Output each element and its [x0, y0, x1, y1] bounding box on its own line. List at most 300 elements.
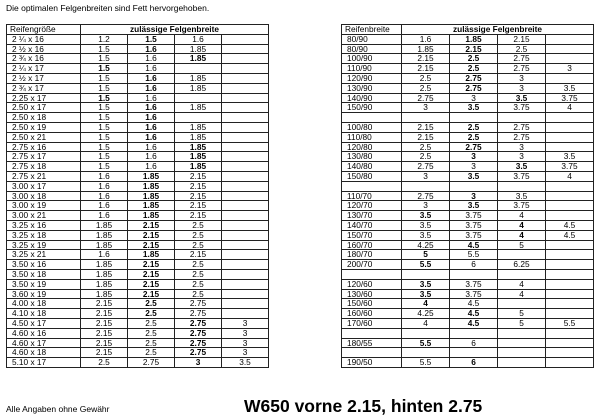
rim-width-cell: 1.85 [175, 44, 222, 54]
tire-size-cell: 3.25 x 16 [7, 220, 81, 230]
rim-width-cell: 5 [498, 309, 546, 319]
tire-size-cell: 2 ¼ x 16 [7, 34, 81, 44]
rim-width-cell [222, 152, 269, 162]
rim-width-cell [546, 358, 594, 368]
rim-width-cell: 3.75 [498, 201, 546, 211]
rim-width-cell: 1.85 [81, 289, 128, 299]
summary-note: W650 vorne 2.15, hinten 2.75 [244, 396, 483, 416]
rim-width-cell [222, 122, 269, 132]
rim-width-cell [546, 328, 594, 338]
rim-width-cell: 3.75 [546, 93, 594, 103]
table-row [7, 93, 269, 103]
rim-width-cell: 2.5 [450, 54, 498, 64]
tire-size-cell [342, 269, 402, 279]
rim-width-cell [546, 73, 594, 83]
rim-width-cell [222, 299, 269, 309]
rim-width-cell: 3 [546, 64, 594, 74]
rim-width-cell: 1.6 [128, 142, 175, 152]
tire-size-cell: 4.60 x 16 [7, 328, 81, 338]
rim-width-cell: 1.6 [128, 64, 175, 74]
rim-width-cell: 3.75 [498, 103, 546, 113]
tire-size-cell: 2 ½ x 17 [7, 73, 81, 83]
rim-width-cell [222, 279, 269, 289]
rim-width-cell: 1.5 [81, 73, 128, 83]
rim-width-cell [402, 181, 450, 191]
rim-width-cell [222, 113, 269, 123]
rim-width-cell: 2.5 [128, 328, 175, 338]
rim-width-cell: 1.85 [175, 162, 222, 172]
rim-width-cell: 3.75 [450, 220, 498, 230]
rim-width-cell: 1.85 [81, 240, 128, 250]
table-row [7, 299, 269, 309]
tire-size-cell: 4.50 x 17 [7, 318, 81, 328]
tire-size-cell: 150/90 [342, 103, 402, 113]
rim-width-cell: 2.15 [81, 328, 128, 338]
rim-width-cell [222, 309, 269, 319]
table-row [342, 103, 594, 113]
rim-width-cell [498, 348, 546, 358]
rim-width-cell [450, 328, 498, 338]
rim-width-cell [450, 181, 498, 191]
rim-width-cell [498, 181, 546, 191]
rim-width-cell: 1.6 [128, 93, 175, 103]
table-row [7, 181, 269, 191]
rim-width-cell: 4.5 [546, 220, 594, 230]
table-row [342, 289, 594, 299]
tire-size-cell: 2 ¼ x 17 [7, 64, 81, 74]
tire-size-cell: 100/80 [342, 122, 402, 132]
tire-size-cell: 3.25 x 18 [7, 230, 81, 240]
rim-width-cell: 2.15 [128, 220, 175, 230]
tire-size-cell: 3.60 x 19 [7, 289, 81, 299]
rim-width-cell: 2.15 [402, 64, 450, 74]
rim-width-cell [175, 64, 222, 74]
rim-width-cell: 1.6 [81, 181, 128, 191]
rim-width-cell [222, 132, 269, 142]
rim-width-cell [222, 142, 269, 152]
table-row [342, 220, 594, 230]
rim-width-cell [546, 348, 594, 358]
tire-size-cell: 2.50 x 18 [7, 113, 81, 123]
rim-width-cell [546, 44, 594, 54]
rim-width-cell: 3.5 [546, 152, 594, 162]
rim-width-cell: 2.15 [81, 348, 128, 358]
tire-size-cell: 2.50 x 19 [7, 122, 81, 132]
rim-width-cell: 5.5 [546, 318, 594, 328]
tire-size-cell: 80/90 [342, 44, 402, 54]
tire-size-cell: 170/60 [342, 318, 402, 328]
rim-width-cell [546, 250, 594, 260]
rim-width-cell: 2.5 [128, 309, 175, 319]
rim-width-cell: 2.75 [450, 73, 498, 83]
table-row [7, 318, 269, 328]
rim-width-cell: 2.5 [128, 299, 175, 309]
rim-width-cell [498, 299, 546, 309]
table-row [342, 64, 594, 74]
rim-width-cell: 4.5 [450, 309, 498, 319]
rim-width-cell: 1.85 [175, 83, 222, 93]
table-row [7, 358, 269, 368]
rim-width-cell: 2.15 [128, 289, 175, 299]
table-row [342, 328, 594, 338]
table-row [7, 54, 269, 64]
rim-width-cell: 3.5 [450, 171, 498, 181]
rim-width-cell: 3.5 [402, 279, 450, 289]
rim-width-cell: 2.15 [175, 191, 222, 201]
table-row [342, 152, 594, 162]
rim-width-cell: 2.15 [175, 201, 222, 211]
tire-size-cell: 2.75 x 18 [7, 162, 81, 172]
tire-size-cell: 3.50 x 18 [7, 269, 81, 279]
rim-width-cell: 3 [450, 162, 498, 172]
rim-width-cell [546, 299, 594, 309]
rim-width-cell: 4 [546, 171, 594, 181]
rim-width-cell: 3.5 [498, 162, 546, 172]
rim-width-cell: 4.25 [402, 309, 450, 319]
tire-size-cell: 2 ¾ x 16 [7, 54, 81, 64]
rim-width-cell: 4 [402, 318, 450, 328]
tire-size-cell [342, 328, 402, 338]
rim-width-cell [402, 113, 450, 123]
intro-text: Die optimalen Felgenbreiten sind Fett hervorgehoben. [6, 3, 210, 13]
rim-width-cell: 2.75 [175, 348, 222, 358]
rim-width-cell: 2.75 [175, 299, 222, 309]
rim-width-cell: 2.15 [175, 211, 222, 221]
rim-width-cell: 2.15 [81, 299, 128, 309]
rim-width-cell: 1.6 [128, 122, 175, 132]
table-row [7, 250, 269, 260]
table-row [342, 260, 594, 270]
table-row [7, 44, 269, 54]
rim-width-cell [498, 269, 546, 279]
tire-size-cell: 2 ½ x 16 [7, 44, 81, 54]
rim-width-cell: 3 [222, 318, 269, 328]
rim-width-cell: 2.5 [175, 240, 222, 250]
rim-width-cell: 2.75 [128, 358, 175, 368]
tire-size-cell: 4.00 x 18 [7, 299, 81, 309]
rim-width-cell: 3.5 [222, 358, 269, 368]
rim-width-cell: 1.85 [175, 142, 222, 152]
rim-width-cell: 2.15 [402, 54, 450, 64]
rim-width-cell [546, 211, 594, 221]
table-row [7, 34, 269, 44]
tire-size-cell: 100/90 [342, 54, 402, 64]
table-row [342, 132, 594, 142]
table-row [342, 73, 594, 83]
rim-width-cell: 5.5 [402, 338, 450, 348]
tire-size-cell: 80/90 [342, 34, 402, 44]
table-row [7, 230, 269, 240]
tire-size-cell: 200/70 [342, 260, 402, 270]
rim-width-cell: 1.6 [128, 44, 175, 54]
rim-width-cell: 1.5 [81, 54, 128, 64]
tire-size-cell: 160/70 [342, 240, 402, 250]
rim-width-cell: 2.5 [175, 279, 222, 289]
rim-width-cell: 1.5 [81, 103, 128, 113]
rim-width-cell: 3 [222, 348, 269, 358]
rim-width-cell [546, 122, 594, 132]
rim-width-cell: 1.6 [175, 34, 222, 44]
rim-width-cell: 2.15 [81, 309, 128, 319]
rim-width-cell [222, 201, 269, 211]
rim-width-cell [222, 269, 269, 279]
rim-width-cell: 2.5 [402, 152, 450, 162]
rim-width-cell: 1.6 [128, 162, 175, 172]
tire-size-cell: 180/70 [342, 250, 402, 260]
rim-width-cell: 2.15 [498, 34, 546, 44]
table-row [342, 44, 594, 54]
tire-size-cell: 180/55 [342, 338, 402, 348]
header-tire-width: Reifenbreite [342, 25, 402, 35]
table-header-row [342, 25, 594, 35]
rim-width-cell: 1.85 [81, 220, 128, 230]
rim-width-cell: 3 [402, 171, 450, 181]
tire-size-cell: 120/60 [342, 279, 402, 289]
rim-width-cell: 3 [498, 142, 546, 152]
rim-width-cell: 1.6 [81, 201, 128, 211]
tire-size-cell: 140/90 [342, 93, 402, 103]
table-row [342, 358, 594, 368]
table-row [342, 348, 594, 358]
tire-size-cell: 130/70 [342, 211, 402, 221]
tire-size-cell: 120/90 [342, 73, 402, 83]
rim-width-cell: 2.75 [175, 309, 222, 319]
rim-width-cell: 1.5 [81, 83, 128, 93]
rim-width-cell: 2.15 [175, 250, 222, 260]
rim-width-cell: 2.5 [81, 358, 128, 368]
rim-width-cell: 2.75 [498, 54, 546, 64]
rim-width-cell: 2.15 [128, 260, 175, 270]
rim-width-cell: 1.6 [128, 83, 175, 93]
table-row [342, 250, 594, 260]
rim-width-cell: 2.5 [450, 122, 498, 132]
rim-width-cell: 2.15 [175, 181, 222, 191]
rim-width-cell: 3.5 [402, 211, 450, 221]
rim-width-cell: 2.5 [128, 338, 175, 348]
rim-width-cell: 1.5 [81, 122, 128, 132]
tire-size-cell: 150/80 [342, 171, 402, 181]
table-row [342, 122, 594, 132]
rim-width-cell [222, 44, 269, 54]
rim-width-cell: 3.5 [450, 201, 498, 211]
tire-size-cell: 3.50 x 19 [7, 279, 81, 289]
rim-width-cell: 1.85 [128, 201, 175, 211]
rim-width-cell: 1.5 [128, 34, 175, 44]
rim-width-cell: 6 [450, 338, 498, 348]
rim-width-cell [222, 230, 269, 240]
rim-width-cell: 1.5 [81, 132, 128, 142]
rim-width-cell: 5.5 [402, 260, 450, 270]
rim-width-cell: 1.85 [128, 181, 175, 191]
rim-width-cell [222, 34, 269, 44]
rim-width-cell: 4 [498, 220, 546, 230]
table-row [7, 132, 269, 142]
tire-size-cell: 3.25 x 21 [7, 250, 81, 260]
rim-width-cell [222, 93, 269, 103]
tire-size-cell: 130/60 [342, 289, 402, 299]
table-row [342, 191, 594, 201]
tire-size-cell: 150/70 [342, 230, 402, 240]
table-row [342, 279, 594, 289]
rim-width-cell: 3 [402, 103, 450, 113]
rim-width-cell [222, 289, 269, 299]
rim-width-cell: 1.85 [81, 260, 128, 270]
rim-width-cell: 1.5 [81, 113, 128, 123]
rim-width-cell [222, 240, 269, 250]
table-row [7, 309, 269, 319]
table-row [342, 83, 594, 93]
tire-size-cell: 2.50 x 21 [7, 132, 81, 142]
rim-width-cell: 4 [498, 230, 546, 240]
rim-width-cell: 1.2 [81, 34, 128, 44]
rim-width-cell: 2.5 [128, 318, 175, 328]
rim-width-cell: 1.85 [175, 103, 222, 113]
rim-width-cell [498, 328, 546, 338]
tire-size-cell: 3.50 x 16 [7, 260, 81, 270]
rim-width-cell [450, 113, 498, 123]
rim-width-cell [546, 34, 594, 44]
rim-width-cell: 4.25 [402, 240, 450, 250]
rim-width-cell: 1.85 [450, 34, 498, 44]
tire-size-cell: 4.60 x 17 [7, 338, 81, 348]
rim-width-cell: 2.75 [450, 83, 498, 93]
rim-width-cell: 4 [402, 299, 450, 309]
rim-width-cell: 4 [498, 289, 546, 299]
rim-width-cell [546, 338, 594, 348]
rim-width-cell [222, 181, 269, 191]
rim-width-cell: 2.15 [128, 269, 175, 279]
rim-width-cell: 2.75 [498, 122, 546, 132]
tire-size-cell: 3.00 x 18 [7, 191, 81, 201]
rim-width-cell: 1.6 [81, 191, 128, 201]
table-row [342, 113, 594, 123]
rim-width-cell: 1.5 [81, 152, 128, 162]
rim-width-cell: 3 [498, 83, 546, 93]
rim-width-cell [546, 269, 594, 279]
rim-width-cell: 1.85 [81, 230, 128, 240]
rim-width-cell: 1.85 [128, 211, 175, 221]
table-row [342, 240, 594, 250]
rim-width-cell [498, 358, 546, 368]
table-row [7, 269, 269, 279]
rim-width-cell: 3.75 [450, 289, 498, 299]
rim-width-cell: 1.6 [128, 73, 175, 83]
rim-width-cell: 2.15 [81, 318, 128, 328]
rim-width-cell [222, 73, 269, 83]
tire-size-cell: 110/90 [342, 64, 402, 74]
rim-width-cell: 5 [498, 240, 546, 250]
rim-width-cell: 4 [498, 211, 546, 221]
rim-width-cell: 2.15 [128, 230, 175, 240]
tire-size-cell: 2.75 x 17 [7, 152, 81, 162]
rim-width-cell: 2.5 [498, 44, 546, 54]
rim-width-cell: 1.5 [81, 44, 128, 54]
rim-width-cell: 2.5 [402, 142, 450, 152]
table-row [342, 142, 594, 152]
rim-width-cell [498, 250, 546, 260]
rim-width-cell: 2.5 [402, 83, 450, 93]
rim-width-cell [498, 338, 546, 348]
rim-width-cell: 2.15 [81, 338, 128, 348]
rim-width-cell: 2.5 [175, 230, 222, 240]
tire-size-cell: 3.25 x 19 [7, 240, 81, 250]
rim-width-cell: 1.6 [128, 152, 175, 162]
table-row [7, 211, 269, 221]
rim-width-cell: 3.75 [498, 171, 546, 181]
table-row [342, 269, 594, 279]
rim-width-cell: 2.75 [175, 338, 222, 348]
rim-width-cell [222, 83, 269, 93]
rim-width-cell: 3.5 [402, 230, 450, 240]
table-row [342, 93, 594, 103]
rim-width-cell: 4 [546, 103, 594, 113]
tire-size-cell: 4.10 x 18 [7, 309, 81, 319]
rim-width-cell [546, 113, 594, 123]
rim-width-cell: 2.15 [128, 240, 175, 250]
rim-width-cell: 3.75 [450, 230, 498, 240]
rim-width-cell [546, 54, 594, 64]
rim-width-cell: 3 [402, 201, 450, 211]
rim-width-cell [222, 162, 269, 172]
rim-width-cell: 5 [498, 318, 546, 328]
tire-size-cell: 2.75 x 21 [7, 171, 81, 181]
table-row [342, 211, 594, 221]
rim-width-cell: 1.5 [81, 64, 128, 74]
rim-width-cell: 3 [450, 191, 498, 201]
tire-size-cell [342, 113, 402, 123]
rim-width-cell: 1.5 [81, 93, 128, 103]
rim-width-cell: 3 [175, 358, 222, 368]
rim-width-cell [546, 309, 594, 319]
rim-width-cell: 1.6 [128, 113, 175, 123]
tire-width-rim-table [341, 24, 594, 368]
tire-size-cell: 140/80 [342, 162, 402, 172]
rim-width-cell: 2.75 [498, 64, 546, 74]
rim-width-cell: 2.75 [450, 142, 498, 152]
tire-size-cell [342, 348, 402, 358]
rim-width-cell: 3.5 [402, 289, 450, 299]
table-row [7, 103, 269, 113]
tire-size-cell: 120/70 [342, 201, 402, 211]
rim-width-cell: 1.85 [81, 269, 128, 279]
rim-width-cell [222, 64, 269, 74]
tire-size-cell: 160/60 [342, 309, 402, 319]
rim-width-cell: 2.5 [450, 132, 498, 142]
rim-width-cell [546, 240, 594, 250]
table-row [342, 181, 594, 191]
tire-size-cell: 110/80 [342, 132, 402, 142]
rim-width-cell: 1.6 [81, 171, 128, 181]
table-row [7, 152, 269, 162]
rim-width-cell: 3 [498, 73, 546, 83]
rim-width-cell: 1.6 [81, 211, 128, 221]
tire-size-cell: 110/70 [342, 191, 402, 201]
rim-width-cell [402, 269, 450, 279]
rim-width-cell: 5.5 [450, 250, 498, 260]
rim-width-cell: 2.15 [450, 44, 498, 54]
rim-width-cell: 2.5 [402, 73, 450, 83]
rim-width-cell: 1.85 [81, 279, 128, 289]
rim-width-cell: 1.85 [175, 152, 222, 162]
table-row [7, 289, 269, 299]
table-row [342, 201, 594, 211]
rim-width-cell: 3 [222, 328, 269, 338]
rim-width-cell: 3.5 [498, 191, 546, 201]
rim-width-cell: 1.85 [128, 250, 175, 260]
rim-width-cell [402, 328, 450, 338]
rim-width-cell [498, 113, 546, 123]
rim-width-cell: 3 [450, 93, 498, 103]
